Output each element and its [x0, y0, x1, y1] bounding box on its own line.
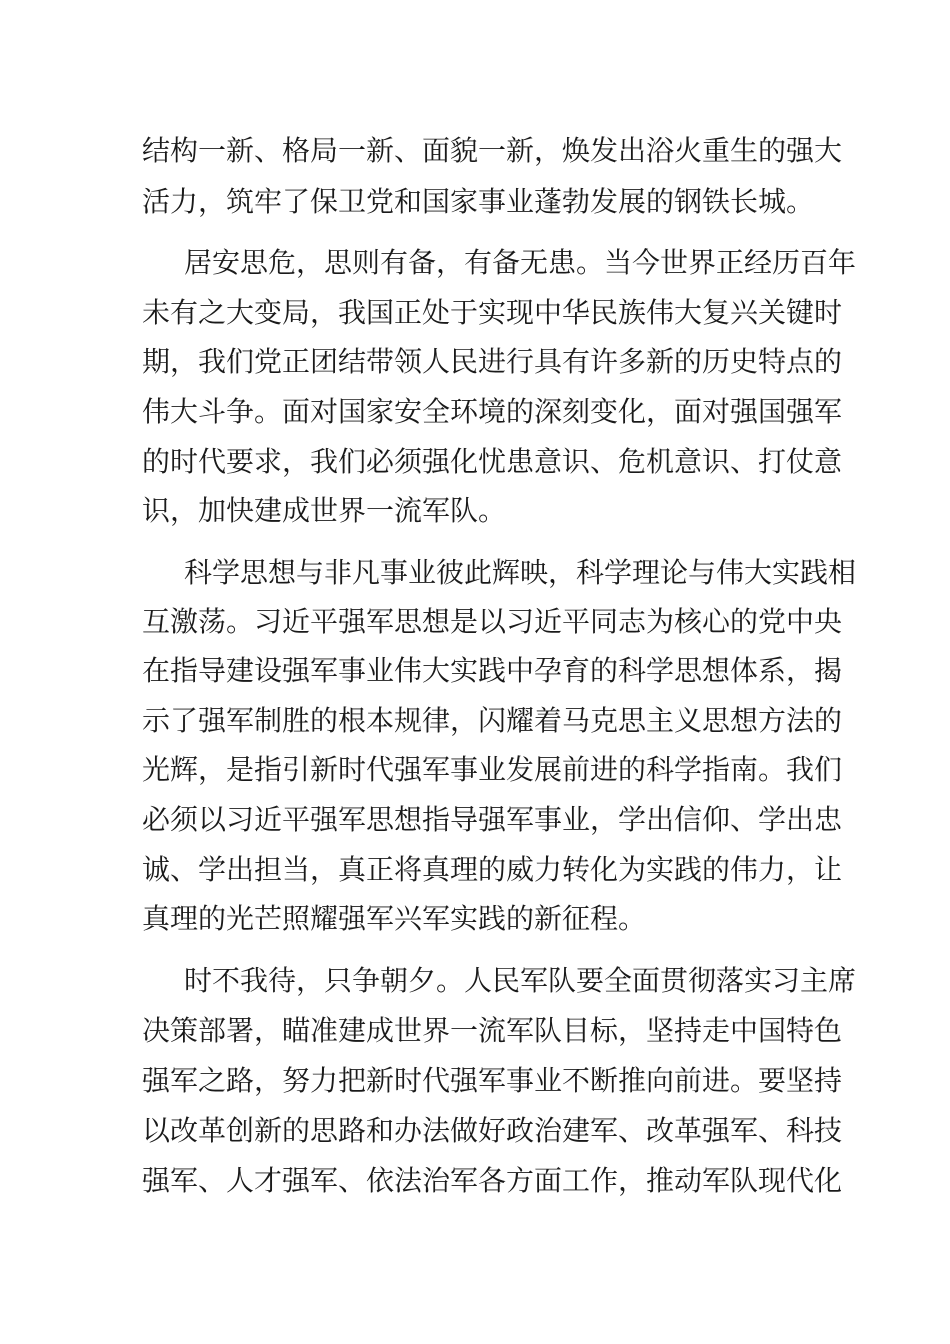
paragraph-2-line-5: 的时代要求，我们必须强化忧患意识、危机意识、打仗意	[142, 445, 843, 478]
paragraph-3-line-3: 在指导建设强军事业伟大实践中孕育的科学思想体系，揭	[142, 654, 843, 687]
paragraph-3-line-7: 诚、学出担当，真正将真理的威力转化为实践的伟力，让	[142, 853, 843, 886]
paragraph-2-line-2: 未有之大变局，我国正处于实现中华民族伟大复兴关键时	[142, 296, 843, 329]
paragraph-2-line-6: 识，加快建成世界一流军队。	[142, 494, 507, 527]
paragraph-2-line-3: 期，我们党正团结带领人民进行具有许多新的历史特点的	[142, 345, 843, 378]
paragraph-3-line-5: 光辉，是指引新时代强军事业发展前进的科学指南。我们	[142, 753, 843, 786]
paragraph-3-line-1: 科学思想与非凡事业彼此辉映，科学理论与伟大实践相	[184, 556, 857, 589]
paragraph-4-line-4: 以改革创新的思路和办法做好政治建军、改革强军、科技	[142, 1114, 843, 1147]
paragraph-3-line-2: 互激荡。习近平强军思想是以习近平同志为核心的党中央	[142, 605, 843, 638]
paragraph-2-line-1: 居安思危，思则有备，有备无患。当今世界正经历百年	[184, 246, 857, 279]
paragraph-1-line-2: 活力，筑牢了保卫党和国家事业蓬勃发展的钢铁长城。	[142, 185, 815, 218]
paragraph-4-line-3: 强军之路，努力把新时代强军事业不断推向前进。要坚持	[142, 1064, 843, 1097]
paragraph-4-line-2: 决策部署，瞄准建成世界一流军队目标，坚持走中国特色	[142, 1014, 843, 1047]
paragraph-4-line-5: 强军、人才强军、依法治军各方面工作，推动军队现代化	[142, 1164, 843, 1197]
paragraph-3-line-6: 必须以习近平强军思想指导强军事业，学出信仰、学出忠	[142, 803, 843, 836]
paragraph-3-line-8: 真理的光芒照耀强军兴军实践的新征程。	[142, 902, 647, 935]
paragraph-3-line-4: 示了强军制胜的根本规律，闪耀着马克思主义思想方法的	[142, 704, 843, 737]
paragraph-2-line-4: 伟大斗争。面对国家安全环境的深刻变化，面对强国强军	[142, 395, 843, 428]
paragraph-1-line-1: 结构一新、格局一新、面貌一新，焕发出浴火重生的强大	[142, 134, 843, 167]
paragraph-4-line-1: 时不我待，只争朝夕。人民军队要全面贯彻落实习主席	[184, 964, 857, 997]
